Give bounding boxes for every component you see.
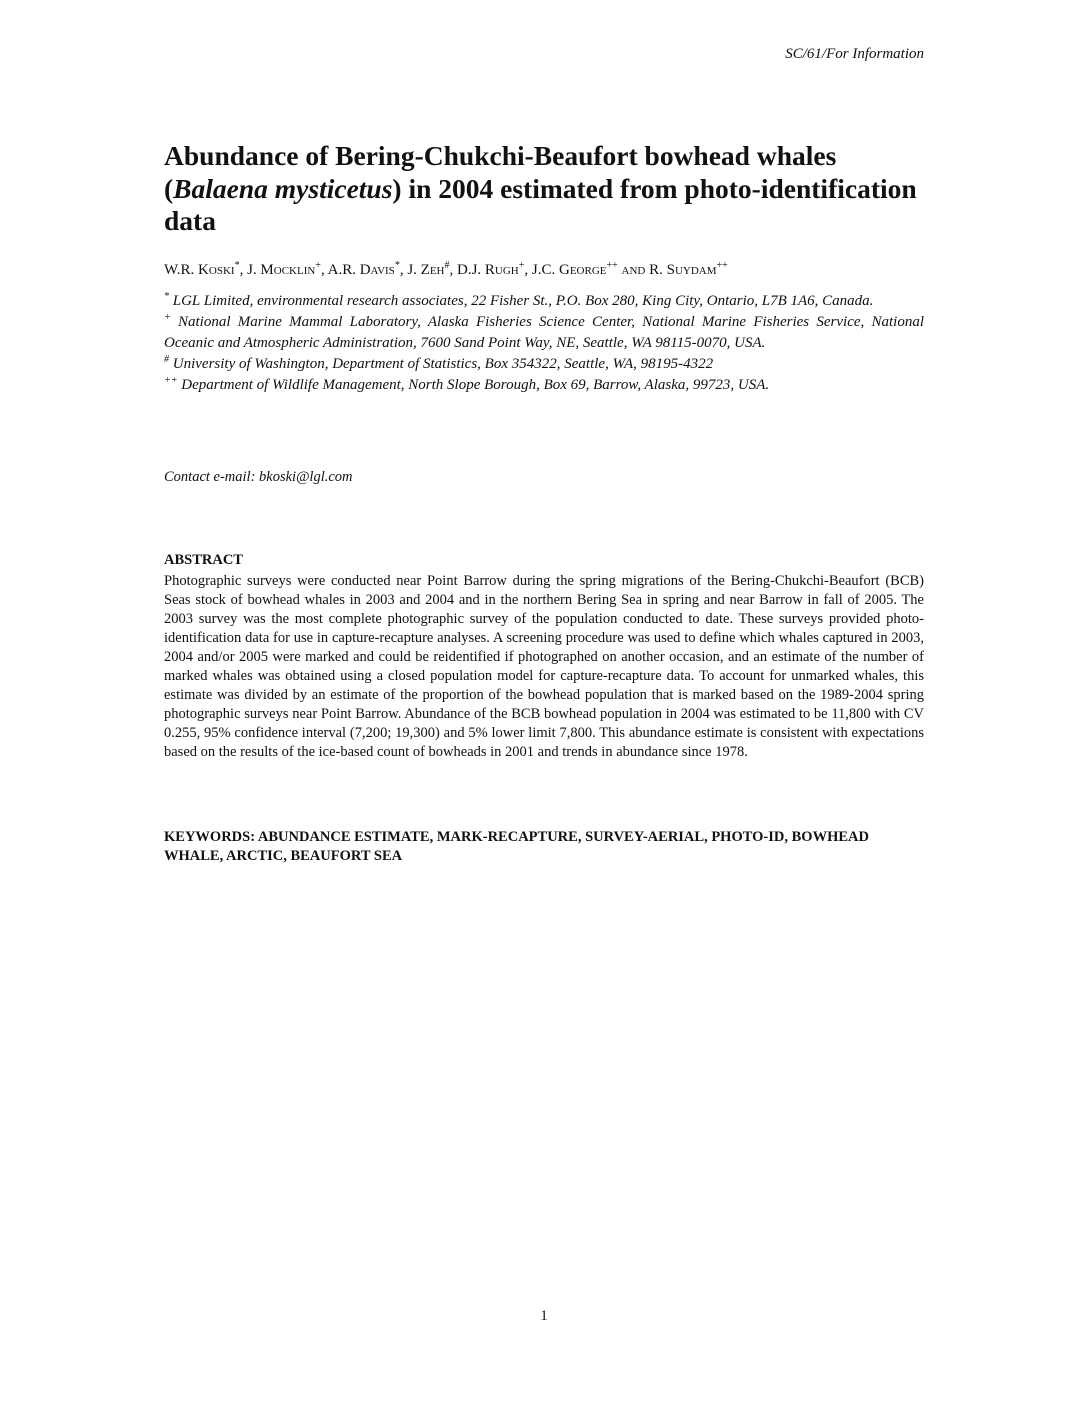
author-list: [164, 262, 924, 279]
contact-email: Contact e-mail: bkoski@lgl.com: [164, 469, 353, 485]
affiliation-mark: *: [394, 260, 400, 271]
author-surname: Davis: [359, 262, 395, 278]
title-part-1: Abundance of Bering-Chukchi-Beaufort bowhead whales (: [164, 140, 837, 204]
affiliation: [164, 354, 924, 375]
author: [649, 262, 728, 278]
affiliation: [164, 291, 924, 312]
abstract-body: Photographic surveys were conducted near Point Barrow during the spring migrations of the Bering-Chukchi-Beaufort (BCB) Seas stock of bowhead whales in 2003 and 2004 and in the northern Bering Sea in spring and near Barrow in fall of 2005. The 2003 survey was the most complete photographic survey of the population conducted to date. These surveys provided photo-identification data for use in capture-recapture analyses. A screening procedure was used to define which whales captured in 2003, 2004 and/or 2005 were marked and could be reidentified if photographed on another occasion, and an estimate of the number of marked whales was obtained using a closed population model for capture-recapture data. To account for unmarked whales, this estimate was divided by an estimate of the proportion of the bowhead population that is marked based on the 1989-2004 spring photographic surveys near Point Barrow. Abundance of the BCB bowhead population in 2004 was estimated to be 11,800 with CV 0.255, 95% confidence interval (7,200; 19,300) and 5% lower limit 7,800. This abundance estimate is consistent with expectations based on the results of the ice-based count of bowheads in 2001 and trends in abundance since 1978.: [164, 573, 924, 760]
affiliation-mark: *: [164, 291, 169, 302]
author: [164, 262, 247, 278]
affiliation-mark: +: [164, 312, 171, 323]
author-surname: Suydam: [666, 262, 717, 278]
page-number: 1: [540, 1308, 548, 1324]
affiliation-text: National Marine Mammal Laboratory, Alaska Fisheries Science Center, National Marine Fisheries Service, National Oceanic and Atmospheric Administration, 7600 Sand Point Way, NE, Seattle, WA 98115-0070, USA.: [164, 314, 924, 351]
affiliation-text: University of Washington, Department of Statistics, Box 354322, Seattle, WA, 98195-4322: [169, 356, 714, 372]
author-surname: Mocklin: [260, 262, 316, 278]
author-initials: J.: [247, 262, 261, 278]
author-separator: ,: [239, 262, 248, 278]
author-surname: George: [558, 262, 607, 278]
author: [407, 262, 457, 278]
affiliation-mark: +: [315, 260, 321, 271]
author-surname: Rugh: [484, 262, 519, 278]
author: [247, 262, 328, 278]
document-reference: SC/61/For Information: [785, 46, 924, 62]
author-separator: ,: [399, 262, 408, 278]
keywords: KEYWORDS: ABUNDANCE ESTIMATE, MARK-RECAPTURE, SURVEY-AERIAL, PHOTO-ID, BOWHEAD WHALE, ARCTIC, BEAUFORT SEA: [164, 829, 869, 864]
title-part-2: ) in 2004 estimated from photo-identification data: [164, 172, 917, 236]
affiliation-mark: *: [234, 260, 240, 271]
author: [457, 262, 532, 278]
affiliation: [164, 375, 924, 396]
author-surname: Koski: [198, 262, 235, 278]
author: [532, 262, 649, 278]
affiliation-text: LGL Limited, environmental research associates, 22 Fisher St., P.O. Box 280, King City, Ontario, L7B 1A6, Canada.: [169, 293, 874, 309]
author-initials: J.C.: [531, 262, 559, 278]
affiliation-mark: ++: [716, 260, 728, 271]
author-separator: ,: [320, 262, 328, 278]
author-initials: W.R.: [164, 262, 199, 278]
affiliation-mark: #: [164, 354, 169, 365]
author-initials: A.R.: [327, 262, 360, 278]
affiliation-list: [164, 291, 924, 396]
author-surname: Zeh: [420, 262, 445, 278]
author-separator: and: [617, 262, 650, 278]
author-initials: R.: [649, 262, 667, 278]
affiliation-mark: ++: [164, 375, 178, 386]
author: [328, 262, 408, 278]
author-separator: ,: [524, 262, 532, 278]
author-initials: J.: [407, 262, 421, 278]
title-species: Balaena mysticetus: [173, 172, 393, 204]
affiliation-mark: +: [518, 260, 525, 271]
abstract-heading: ABSTRACT: [164, 552, 243, 568]
affiliation: [164, 312, 924, 354]
affiliation-text: Department of Wildlife Management, North Slope Borough, Box 69, Barrow, Alaska, 99723, USA.: [177, 377, 770, 393]
author-separator: ,: [449, 262, 457, 278]
affiliation-mark: #: [444, 260, 450, 271]
affiliation-mark: ++: [606, 260, 618, 271]
author-initials: D.J.: [456, 262, 485, 278]
paper-title: [164, 140, 934, 238]
